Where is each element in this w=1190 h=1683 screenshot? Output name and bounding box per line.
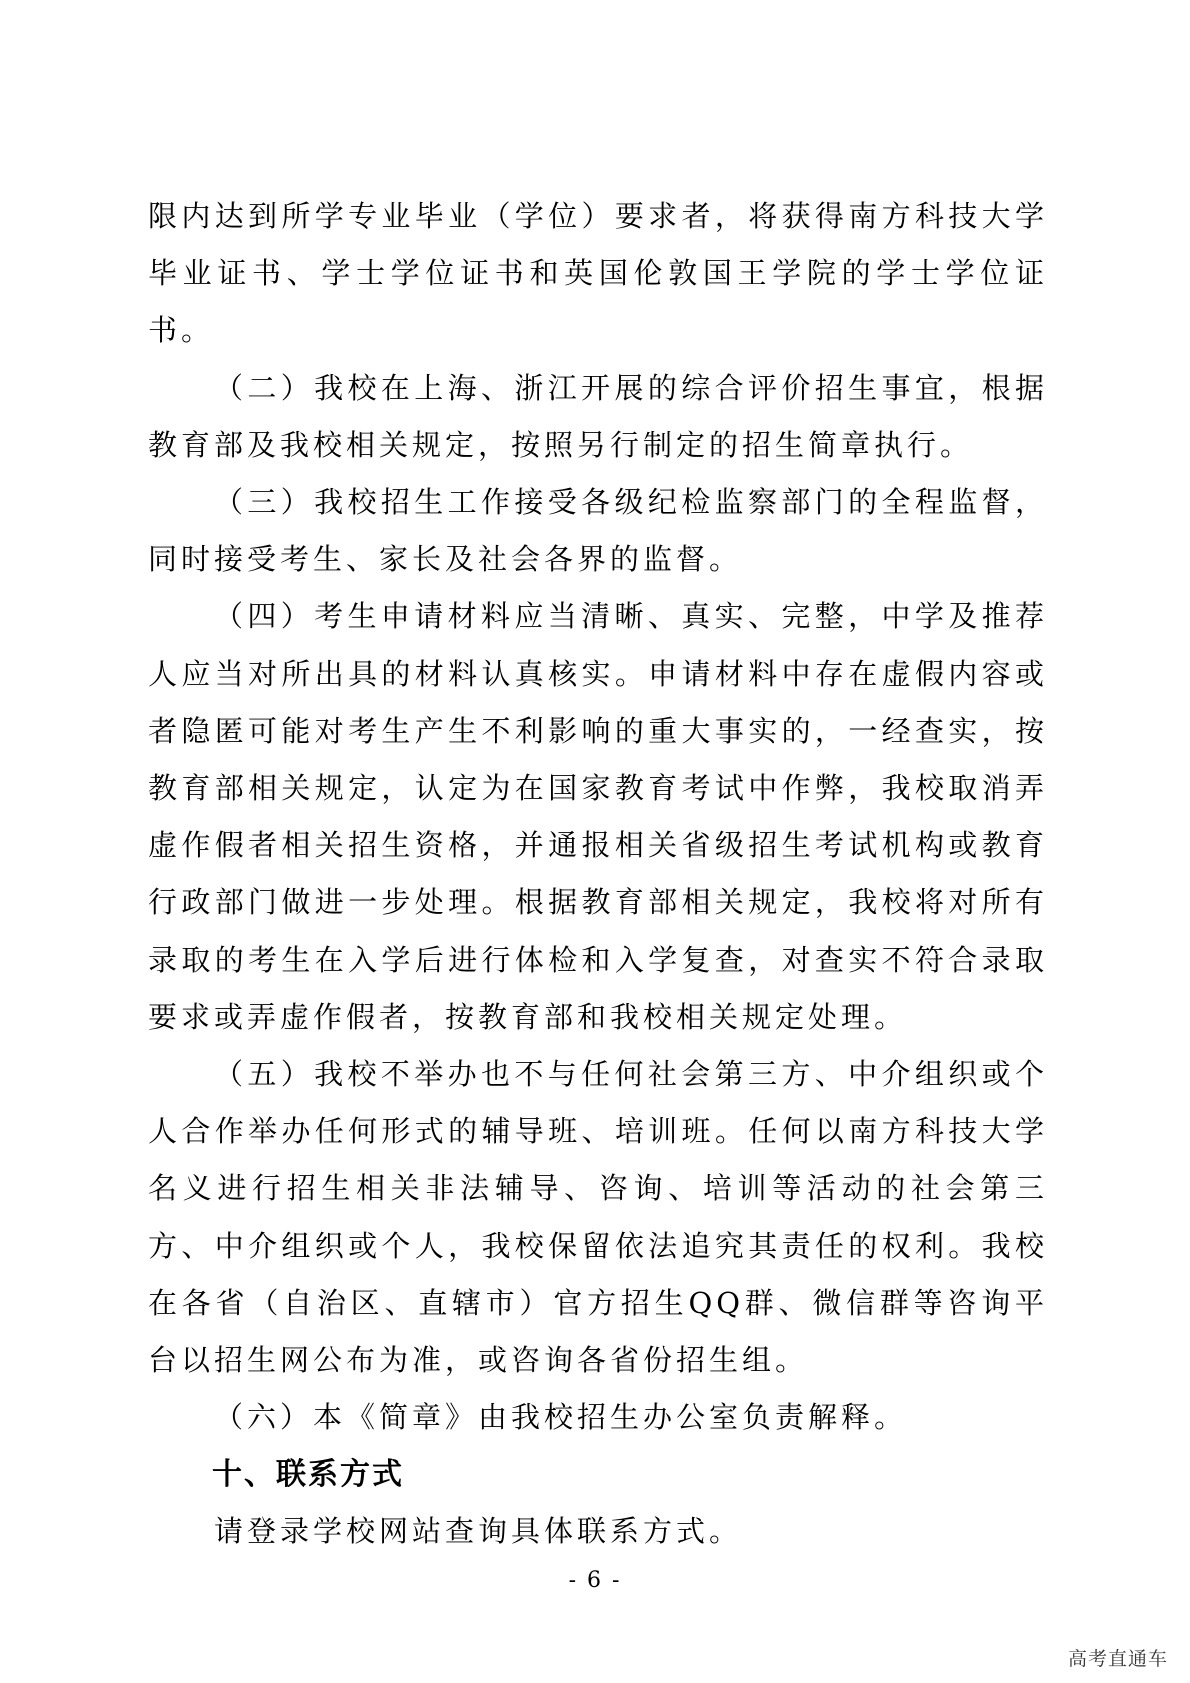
paragraph-item-5: （五）我校不举办也不与任何社会第三方、中介组织或个人合作举办任何形式的辅导班、培训班。任何以南方科技大学名义进行招生相关非法辅导、咨询、培训等活动的社会第三方、中介组织或个人，我校保留依法追究其责任的权利。我校在各省（自治区、直辖市）官方招生QQ群、微信群等咨询平台以招生网公布为准，或咨询各省份招生组。 [148,1057,1048,1378]
page-number: - 6 - [568,1568,622,1593]
contact-text: 请登录学校网站查询具体联系方式。 [214,1514,743,1549]
paragraph-item-2: （二）我校在上海、浙江开展的综合评价招生事宜，根据教育部及我校相关规定，按照另行制定的招生简章执行。 [148,370,1048,462]
document-body [148,188,1048,1560]
paragraph-item-4: （四）考生申请材料应当清晰、真实、完整，中学及推荐人应当对所出具的材料认真核实。申请材料中存在虚假内容或者隐匿可能对考生产生不利影响的重大事实的，一经查实，按教育部相关规定，认定为在国家教育考试中作弊，我校取消弄虚作假者相关招生资格，并通报相关省级招生考试机构或教育行政部门做进一步处理。根据教育部相关规定，我校将对所有录取的考生在入学后进行体检和入学复查，对查实不符合录取要求或弄虚作假者，按教育部和我校相关规定处理。 [148,599,1048,1034]
paragraph-item-6: （六）本《简章》由我校招生办公室负责解释。 [214,1400,908,1435]
paragraph-continuation: 限内达到所学专业毕业（学位）要求者，将获得南方科技大学毕业证书、学士学位证书和英国伦敦国王学院的学士学位证书。 [148,199,1048,348]
watermark-text: 高考直通车 [1067,1648,1168,1670]
section-heading-contact: 十、联系方式 [212,1457,404,1493]
paragraph-item-3: （三）我校招生工作接受各级纪检监察部门的全程监督，同时接受考生、家长及社会各界的监督。 [148,485,1048,577]
